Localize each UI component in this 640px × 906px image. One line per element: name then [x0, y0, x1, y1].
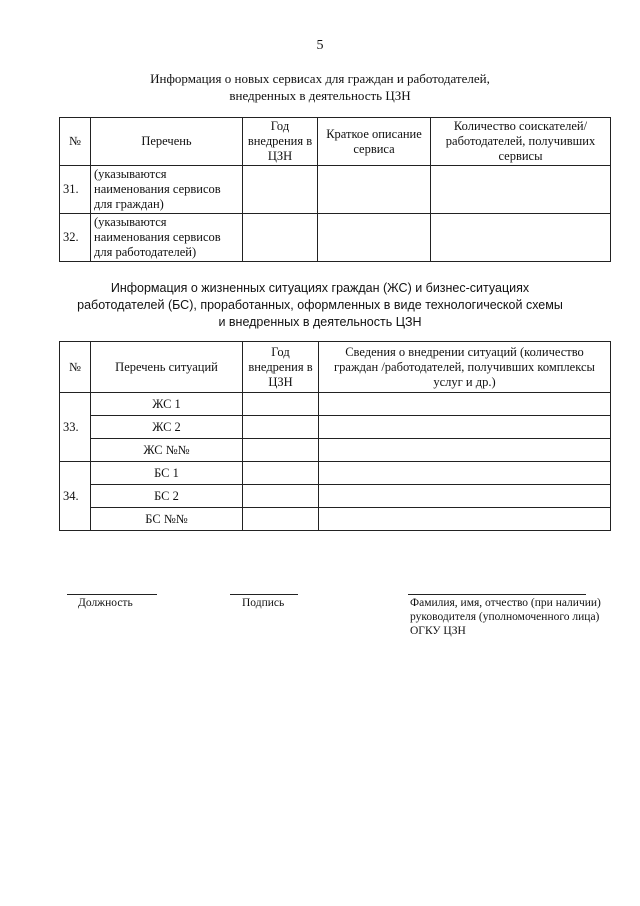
position-signature-line	[67, 594, 157, 595]
empty-cell	[431, 214, 611, 262]
name-label	[410, 596, 601, 638]
section1-title-line2: внедренных в деятельность ЦЗН	[229, 88, 411, 103]
table-row	[60, 508, 611, 531]
table-row	[60, 214, 611, 262]
header-count: Количество соискателей/работодателей, получивших сервисы	[431, 118, 611, 166]
empty-cell	[243, 439, 319, 462]
empty-cell	[319, 439, 611, 462]
empty-cell	[319, 462, 611, 485]
empty-cell	[319, 393, 611, 416]
name-label-line1: Фамилия, имя, отчество (при наличии)	[410, 597, 601, 609]
header-number: №	[60, 342, 91, 393]
table-row	[60, 393, 611, 416]
table-row	[60, 416, 611, 439]
page-number: 5	[316, 38, 324, 53]
empty-cell	[243, 214, 318, 262]
name-label-line3: ОГКУ ЦЗН	[410, 625, 466, 637]
situation-item: ЖС 2	[91, 416, 243, 439]
header-year: Год внедрения в ЦЗН	[243, 342, 319, 393]
group-number: 33.	[60, 393, 91, 462]
situation-item: БС 2	[91, 485, 243, 508]
empty-cell	[243, 462, 319, 485]
section1-title-line1: Информация о новых сервисах для граждан и работодателей,	[150, 71, 490, 86]
situation-item: ЖС 1	[91, 393, 243, 416]
situation-item: ЖС №№	[91, 439, 243, 462]
situations-table-header	[60, 342, 611, 393]
empty-cell	[318, 166, 431, 214]
empty-cell	[243, 508, 319, 531]
section2-title	[40, 280, 600, 331]
name-label-line2: руководителя (уполномоченного лица)	[410, 611, 600, 623]
services-table-header	[60, 118, 611, 166]
section2-title-line1: Информация о жизненных ситуациях граждан (ЖС) и бизнес-ситуациях	[110, 281, 530, 295]
header-number: №	[60, 118, 91, 166]
empty-cell	[243, 393, 319, 416]
situations-table	[59, 341, 611, 531]
header-situations: Перечень ситуаций	[91, 342, 243, 393]
row-text: (указываются наименования сервисов для граждан)	[91, 166, 243, 214]
name-signature-line	[408, 594, 586, 595]
table-row	[60, 166, 611, 214]
header-list: Перечень	[91, 118, 243, 166]
empty-cell	[431, 166, 611, 214]
situation-item: БС 1	[91, 462, 243, 485]
table-row	[60, 485, 611, 508]
row-text: (указываются наименования сервисов для работодателей)	[91, 214, 243, 262]
position-label: Должность	[78, 597, 133, 609]
row-number: 32.	[60, 214, 91, 262]
signature-line	[230, 594, 298, 595]
table-row	[60, 439, 611, 462]
table-row	[60, 462, 611, 485]
section2-title-line2: работодателей (БС), проработанных, оформленных в виде технологической схемы	[77, 298, 563, 312]
empty-cell	[318, 214, 431, 262]
services-table	[59, 117, 611, 262]
section1-title	[40, 70, 600, 104]
signature-label: Подпись	[242, 597, 285, 609]
empty-cell	[243, 485, 319, 508]
row-number: 31.	[60, 166, 91, 214]
empty-cell	[319, 416, 611, 439]
situation-item: БС №№	[91, 508, 243, 531]
section2-title-line3: и внедренных в деятельность ЦЗН	[218, 315, 422, 329]
header-description: Краткое описание сервиса	[318, 118, 431, 166]
empty-cell	[243, 416, 319, 439]
header-year: Год внедрения в ЦЗН	[243, 118, 318, 166]
empty-cell	[319, 508, 611, 531]
header-info: Сведения о внедрении ситуаций (количество граждан /работодателей, получивших комплексы услуг и др.)	[319, 342, 611, 393]
group-number: 34.	[60, 462, 91, 531]
empty-cell	[319, 485, 611, 508]
empty-cell	[243, 166, 318, 214]
